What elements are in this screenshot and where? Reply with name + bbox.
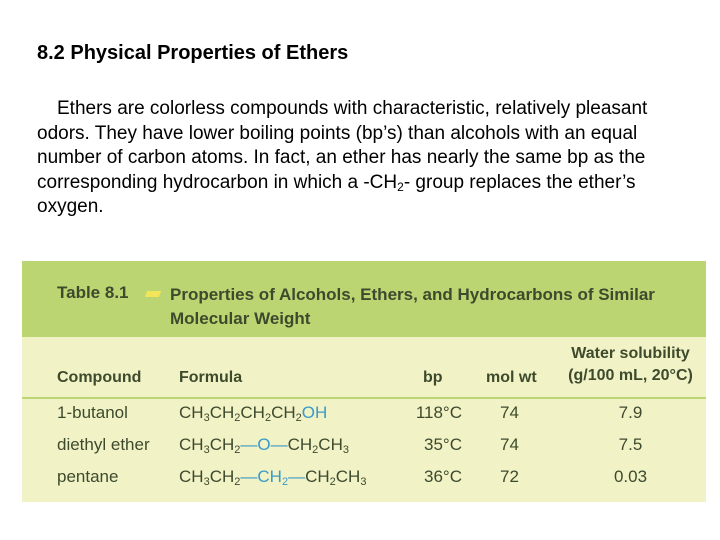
intro-paragraph	[37, 97, 697, 220]
table-row	[22, 462, 706, 492]
paragraph-subscript: 2	[397, 179, 404, 194]
formula-part: CH	[305, 467, 330, 486]
table-label: Table 8.1	[57, 283, 129, 302]
section-title: 8.2 Physical Properties of Ethers	[37, 42, 349, 64]
solubility-cell: 7.9	[618, 403, 643, 422]
formula-cell	[179, 462, 366, 492]
table-caption: Properties of Alcohols, Ethers, and Hydrocarbons of Similar Molecular Weight	[170, 285, 655, 328]
solubility-cell: 7.5	[618, 435, 643, 454]
compound-cell: pentane	[57, 467, 119, 486]
table-header-band	[22, 261, 706, 337]
paragraph-text-end: - group replaces the ether’s oxygen.	[37, 171, 636, 217]
compound-cell: 1-butanol	[57, 403, 128, 422]
mol-wt-cell: 74	[500, 403, 519, 422]
paragraph-text: Ethers are colorless compounds with characteristic, relatively pleasant odors. They have lower boiling points (bp’s) than alcohols with an equal number of carbon atoms. In fact, an ether has nearly the same bp as the corresponding hydrocarbon in which a -CH	[37, 98, 648, 193]
formula-part: CH	[240, 403, 265, 422]
bp-cell: 36°C	[424, 467, 462, 486]
formula-part: CH	[287, 435, 313, 454]
table-row	[22, 430, 706, 460]
column-header-water-solubility: Water solubility (g/100 mL, 20°C)	[568, 345, 693, 384]
bp-cell: 118°C	[415, 403, 462, 422]
formula-part: CH	[179, 435, 204, 454]
formula-part: 3	[342, 444, 349, 456]
formula-part: 2	[329, 476, 336, 488]
formula-part: 2	[295, 412, 302, 424]
solubility-cell: 0.03	[613, 467, 648, 486]
formula-part: CH	[318, 435, 343, 454]
formula-part: CH	[271, 403, 296, 422]
column-header-formula: Formula	[179, 369, 243, 386]
formula-part: CH	[335, 467, 361, 486]
formula-cell	[179, 398, 327, 428]
table-row	[22, 398, 706, 428]
column-header-compound: Compound	[57, 369, 142, 386]
bp-cell: 35°C	[424, 435, 462, 454]
table-marker-icon	[145, 291, 161, 297]
formula-part: CH	[209, 403, 235, 422]
formula-part: 2	[281, 476, 289, 488]
formula-part: 3	[203, 476, 210, 488]
formula-part: 3	[203, 444, 210, 456]
formula-part: CH	[179, 403, 204, 422]
formula-part: 3	[203, 412, 210, 424]
formula-part: 3	[360, 476, 367, 488]
formula-part: —CH	[240, 467, 282, 486]
formula-part: 2	[264, 412, 272, 424]
formula-part: 2	[234, 444, 241, 456]
formula-part: CH	[179, 467, 204, 486]
compound-cell: diethyl ether	[57, 435, 150, 454]
formula-part: CH	[209, 435, 235, 454]
column-header-mol-wt: mol wt	[486, 369, 537, 386]
formula-part: 2	[312, 444, 319, 456]
mol-wt-cell: 72	[500, 467, 519, 486]
formula-part: —O—	[240, 435, 288, 454]
formula-part: 2	[234, 412, 241, 424]
formula-part: —	[288, 467, 306, 486]
formula-part: CH	[209, 467, 235, 486]
formula-cell	[179, 430, 349, 460]
formula-part: 2	[234, 476, 241, 488]
properties-table	[22, 261, 706, 502]
formula-part: OH	[301, 403, 328, 422]
column-header-bp: bp	[423, 369, 443, 386]
mol-wt-cell: 74	[500, 435, 519, 454]
